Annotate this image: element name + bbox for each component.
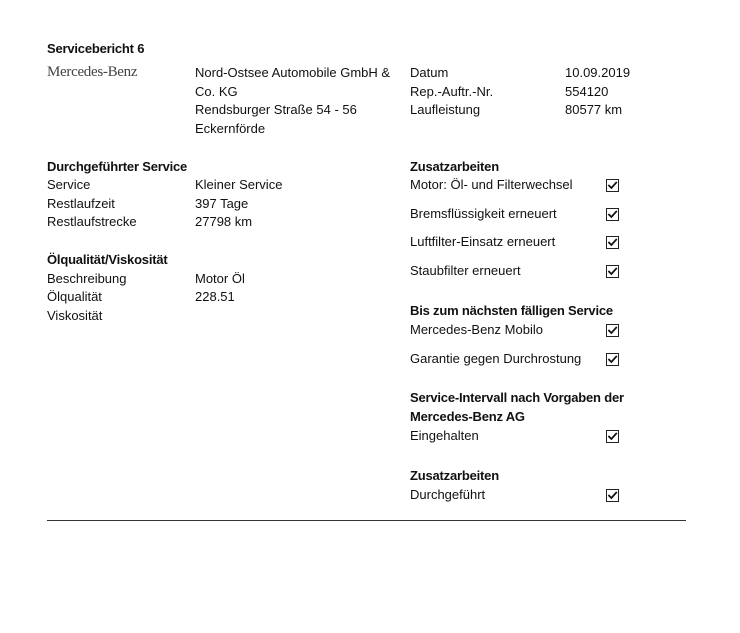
extra-work-item-label: Luftfilter-Einsatz erneuert: [410, 234, 556, 249]
service-heading: Durchgeführter Service: [47, 159, 188, 174]
checkbox-mobilo[interactable]: [606, 324, 619, 337]
checkmark-icon: [607, 325, 618, 336]
checkbox-dust-filter[interactable]: [606, 265, 619, 278]
checkbox-brake-fluid[interactable]: [606, 208, 619, 221]
checkmark-icon: [607, 266, 618, 277]
extra-work-2-heading: Zusatzarbeiten: [410, 468, 499, 483]
dealer-name-line1: Nord-Ostsee Automobile GmbH &: [195, 65, 391, 80]
extra-work-item-label: Staubfilter erneuert: [410, 263, 521, 278]
checkmark-icon: [607, 180, 618, 191]
order-number-label: Rep.-Auftr.-Nr.: [410, 83, 494, 99]
dealer-city: Eckernförde: [195, 121, 266, 136]
date-value: 10.09.2019: [565, 65, 631, 80]
checkbox-rust-warranty[interactable]: [606, 353, 619, 366]
checkmark-icon: [607, 209, 618, 220]
checkmark-icon: [607, 431, 618, 442]
mercedes-benz-logo: Mercedes-Benz: [47, 64, 138, 80]
oil-quality-value: 228.51: [195, 289, 235, 304]
checkmark-icon: [607, 354, 618, 365]
checkbox-interval-kept[interactable]: [606, 430, 619, 443]
mileage-label: Laufleistung: [410, 102, 481, 117]
order-number-value: 554120: [565, 83, 609, 99]
oil-heading: Ölqualität/Viskosität: [47, 252, 168, 267]
remaining-time-label: Restlaufzeit: [47, 196, 115, 211]
interval-heading-line1: Service-Intervall nach Vorgaben der: [410, 390, 624, 405]
extra-work-item-label: Motor: Öl- und Filterwechsel: [410, 177, 573, 192]
until-next-item-label: Garantie gegen Durchrostung: [410, 351, 582, 366]
remaining-distance-label: Restlaufstrecke: [47, 214, 137, 229]
until-next-item-label: Mercedes-Benz Mobilo: [410, 322, 543, 337]
checkmark-icon: [607, 490, 618, 501]
oil-description-label: Beschreibung: [47, 271, 127, 286]
oil-quality-label: Ölqualität: [47, 289, 102, 304]
remaining-distance-value: 27798 km: [195, 214, 253, 229]
checkbox-air-filter[interactable]: [606, 236, 619, 249]
extra-work-heading: Zusatzarbeiten: [410, 159, 499, 174]
extra-work-item-label: Bremsflüssigkeit erneuert: [410, 206, 557, 221]
checkmark-icon: [607, 237, 618, 248]
interval-heading-line2: Mercedes-Benz AG: [410, 409, 525, 424]
checkbox-oil-filter-change[interactable]: [606, 179, 619, 192]
service-row-label: Service: [47, 177, 91, 192]
remaining-time-value: 397 Tage: [195, 196, 249, 211]
until-next-service-heading: Bis zum nächsten fälligen Service: [410, 303, 613, 318]
interval-item-label: Eingehalten: [410, 428, 479, 443]
dealer-name-line2: Co. KG: [195, 83, 238, 99]
mileage-value: 80577 km: [565, 102, 623, 117]
extra-work-2-item-label: Durchgeführt: [410, 487, 486, 502]
service-row-value: Kleiner Service: [195, 177, 283, 192]
dealer-street: Rendsburger Straße 54 - 56: [195, 102, 357, 117]
viscosity-label: Viskosität: [47, 308, 103, 323]
checkbox-extra-work-done[interactable]: [606, 489, 619, 502]
bottom-divider: [47, 520, 686, 521]
report-title: Servicebericht 6: [47, 41, 145, 56]
date-label: Datum: [410, 65, 449, 80]
oil-description-value: Motor Öl: [195, 271, 245, 286]
